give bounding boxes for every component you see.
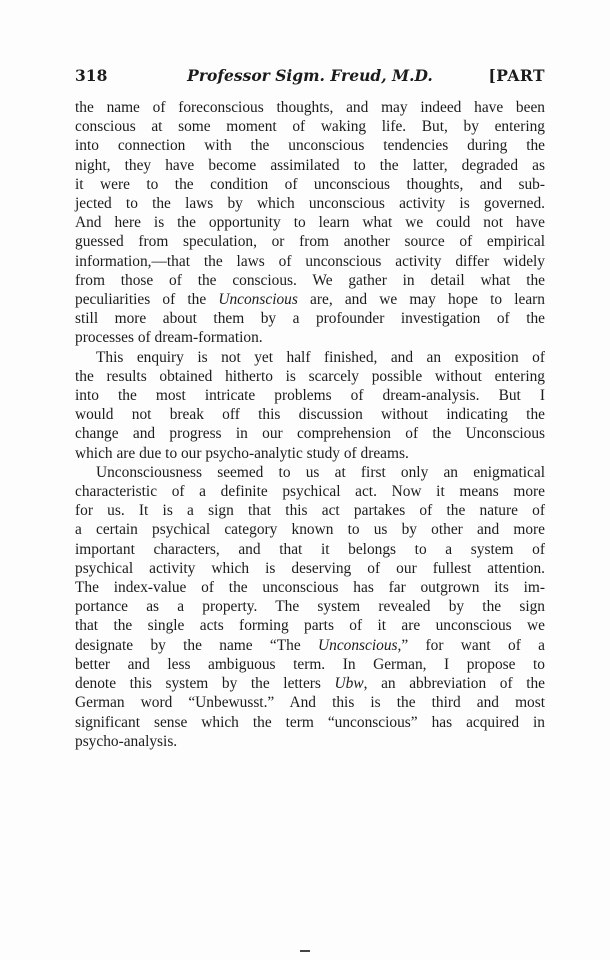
text-line: better and less ambiguous term. In German, I propose to bbox=[75, 655, 545, 673]
text-line: the results obtained hitherto is scarcely possible without entering bbox=[75, 367, 545, 385]
text-line: designate by the name “The Unconscious,” for want of a bbox=[75, 636, 546, 654]
text-line: the name of foreconscious thoughts, and may indeed have been bbox=[75, 99, 545, 116]
page-number: 318 bbox=[75, 66, 108, 85]
text-line: a certain psychical category known to us by other and more bbox=[75, 521, 545, 539]
text-line: psycho-analysis. bbox=[75, 732, 178, 750]
text-line: conscious at some moment of waking life. But, by entering bbox=[75, 118, 545, 136]
text-line: would not break off this discussion without indicating the bbox=[75, 406, 545, 424]
text-line: significant sense which the term “unconscious” has acquired in bbox=[75, 713, 545, 731]
page-header bbox=[75, 66, 545, 88]
text-line: psychical activity which is deserving of our fullest attention. bbox=[75, 559, 545, 577]
body-text bbox=[75, 98, 545, 751]
text-line: guessed from speculation, or from another source of empirical bbox=[75, 233, 545, 251]
text-line: information,—that the laws of unconscious activity differ widely bbox=[75, 252, 545, 270]
section-mark: [PART bbox=[488, 66, 545, 85]
text-line: processes of dream-formation. bbox=[75, 329, 263, 347]
text-line: characteristic of a definite psychical act. Now it means more bbox=[75, 483, 545, 501]
text-line: The index-value of the unconscious has far outgrown its im- bbox=[75, 579, 545, 597]
text-line: it were to the condition of unconscious thoughts, and sub- bbox=[75, 175, 545, 193]
running-title: Professor Sigm. Freud, M.D. bbox=[187, 66, 433, 85]
text-line: And here is the opportunity to learn what we could not have bbox=[75, 214, 545, 232]
text-line: German word “Unbewusst.” And this is the third and most bbox=[75, 694, 545, 712]
text-line: Unconsciousness seemed to us at first only an enigmatical bbox=[96, 463, 545, 481]
text-line: peculiarities of the Unconscious are, and we may hope to learn bbox=[75, 291, 545, 309]
text-line: jected to the laws by which unconscious activity is governed. bbox=[75, 195, 545, 213]
text-line: which are due to our psycho-analytic study of dreams. bbox=[75, 444, 409, 462]
text-line: night, they have become assimilated to the latter, degraded as bbox=[75, 156, 545, 174]
text-line: that the single acts forming parts of it are unconscious we bbox=[75, 617, 545, 635]
text-line: This enquiry is not yet half finished, and an exposition of bbox=[96, 348, 545, 366]
text-line: change and progress in our comprehension of the Unconscious bbox=[75, 425, 545, 443]
text-line: still more about them by a profounder investigation of the bbox=[75, 310, 545, 328]
text-line: into the most intricate problems of dream-analysis. But I bbox=[75, 387, 545, 405]
paragraph bbox=[75, 463, 545, 751]
signature-mark bbox=[300, 950, 310, 952]
text-line: into connection with the unconscious tendencies during the bbox=[75, 137, 545, 155]
text-line: for us. It is a sign that this act partakes of the nature of bbox=[75, 502, 545, 520]
paragraph bbox=[75, 348, 545, 463]
text-line: from those of the conscious. We gather in detail what the bbox=[75, 271, 545, 289]
text-line: denote this system by the letters Ubw, an abbreviation of the bbox=[75, 675, 546, 693]
text-line: portance as a property. The system revealed by the sign bbox=[75, 598, 545, 616]
text-line: important characters, and that it belongs to a system of bbox=[75, 540, 545, 558]
paragraph bbox=[75, 98, 545, 348]
